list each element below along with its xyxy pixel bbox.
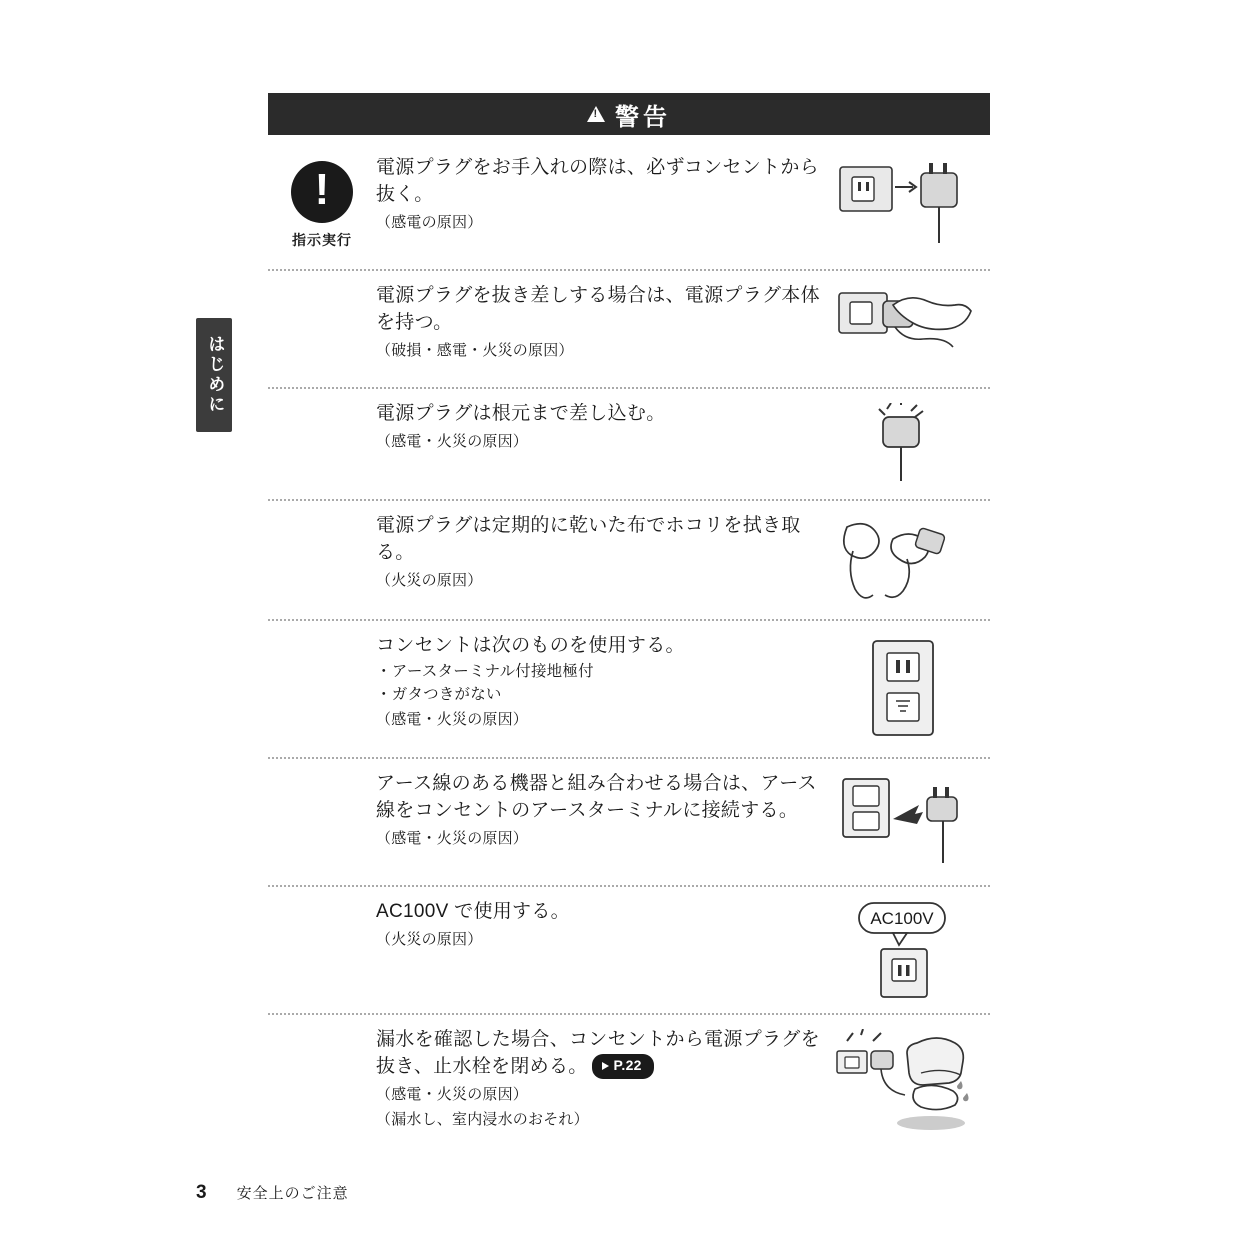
grounded-outlet-icon <box>835 635 985 745</box>
figure-grounded-outlet <box>830 633 990 745</box>
icon-spacer <box>268 771 376 777</box>
figure-earth-terminal-connect <box>830 771 990 873</box>
figure-plug-fully-inserted <box>830 401 990 487</box>
icon-spacer <box>268 401 376 407</box>
warning-item <box>268 757 990 885</box>
icon-spacer <box>268 513 376 519</box>
warning-text-block <box>376 401 830 453</box>
warning-main-text <box>376 1027 820 1081</box>
warning-text-block <box>376 633 830 731</box>
play-triangle-icon <box>602 1062 609 1070</box>
figure-toilet-water-leak <box>830 1027 990 1133</box>
warning-cause-text: （火災の原因） <box>376 571 483 589</box>
warning-text-block <box>376 513 830 592</box>
section-tab-label: はじめに <box>205 335 225 415</box>
warning-cause-text: （破損・感電・火災の原因） <box>376 341 574 359</box>
figure-outlet-unplug <box>830 155 990 257</box>
section-tab-introduction <box>196 318 232 432</box>
mandatory-action-label: 指示実行 <box>292 232 352 248</box>
warning-main-text: 電源プラグは定期的に乾いた布でホコリを拭き取る。 <box>376 515 801 563</box>
outlet-unplug-icon <box>835 157 985 257</box>
mandatory-action-icon-group <box>268 155 376 250</box>
warning-triangle-icon <box>587 106 605 122</box>
warning-text-block <box>376 283 830 362</box>
icon-spacer <box>268 633 376 639</box>
warning-main-text: アース線のある機器と組み合わせる場合は、アース線をコンセントのアースターミナルに接続する。 <box>376 773 817 821</box>
warning-item <box>268 143 990 269</box>
page-reference-link[interactable] <box>592 1054 654 1079</box>
ac100v-outlet-icon <box>835 901 985 1001</box>
warning-text-block <box>376 899 830 951</box>
plug-fully-inserted-icon <box>835 403 985 487</box>
warning-cause-text: （感電・火災の原因） <box>376 432 529 450</box>
warning-item <box>268 387 990 499</box>
warning-cause-text-secondary: （漏水し、室内浸水のおそれ） <box>376 1110 589 1128</box>
figure-hand-holding-plug <box>830 283 990 375</box>
figure-ac100v-outlet <box>830 899 990 1001</box>
warning-item <box>268 619 990 757</box>
warning-text-block <box>376 771 830 850</box>
warning-main-text: 電源プラグを抜き差しする場合は、電源プラグ本体を持つ。 <box>376 285 820 333</box>
warning-cause-text: （感電・火災の原因） <box>376 711 529 729</box>
warning-bullet-2: ・ガタつきがない <box>376 686 502 704</box>
warning-text-block <box>376 155 830 234</box>
toilet-water-leak-icon <box>835 1029 985 1133</box>
warning-main-text: 電源プラグは根元まで差し込む。 <box>376 403 666 424</box>
warning-item <box>268 1013 990 1145</box>
warning-cause-text: （感電・火災の原因） <box>376 829 529 847</box>
icon-spacer <box>268 899 376 905</box>
warning-cause-text: （感電・火災の原因） <box>376 1085 529 1103</box>
warning-main-text: AC100V で使用する。 <box>376 901 570 922</box>
hand-holding-plug-icon <box>835 285 985 375</box>
icon-spacer <box>268 1027 376 1033</box>
svg-text:AC100V: AC100V <box>870 909 934 928</box>
earth-terminal-connect-icon <box>835 773 985 873</box>
icon-spacer <box>268 283 376 289</box>
page-number: 3 <box>196 1182 207 1203</box>
warning-text-block <box>376 1027 830 1130</box>
warning-main-text: 電源プラグをお手入れの際は、必ずコンセントから抜く。 <box>376 157 819 205</box>
figure-cloth-wiping-plug <box>830 513 990 607</box>
warning-bullet-1: ・アースターミナル付接地極付 <box>376 662 594 680</box>
warning-banner-title: 警告 <box>615 103 671 131</box>
warning-item <box>268 269 990 387</box>
warning-banner <box>268 93 990 135</box>
warning-main-text: コンセントは次のものを使用する。 <box>376 635 685 656</box>
page-reference-label: P.22 <box>613 1057 642 1074</box>
warning-main-text-body: 漏水を確認した場合、コンセントから電源プラグを抜き、止水栓を閉める。 <box>376 1029 820 1077</box>
page-footer <box>196 1182 349 1204</box>
warning-cause-text: （火災の原因） <box>376 930 483 948</box>
footer-section-title: 安全上のご注意 <box>236 1185 349 1202</box>
warning-cause-text: （感電の原因） <box>376 213 483 231</box>
exclamation-circle-icon: ! <box>291 161 353 223</box>
cloth-wiping-plug-icon <box>835 515 985 607</box>
warning-item <box>268 499 990 619</box>
warning-list <box>268 143 990 1145</box>
warning-item <box>268 885 990 1013</box>
